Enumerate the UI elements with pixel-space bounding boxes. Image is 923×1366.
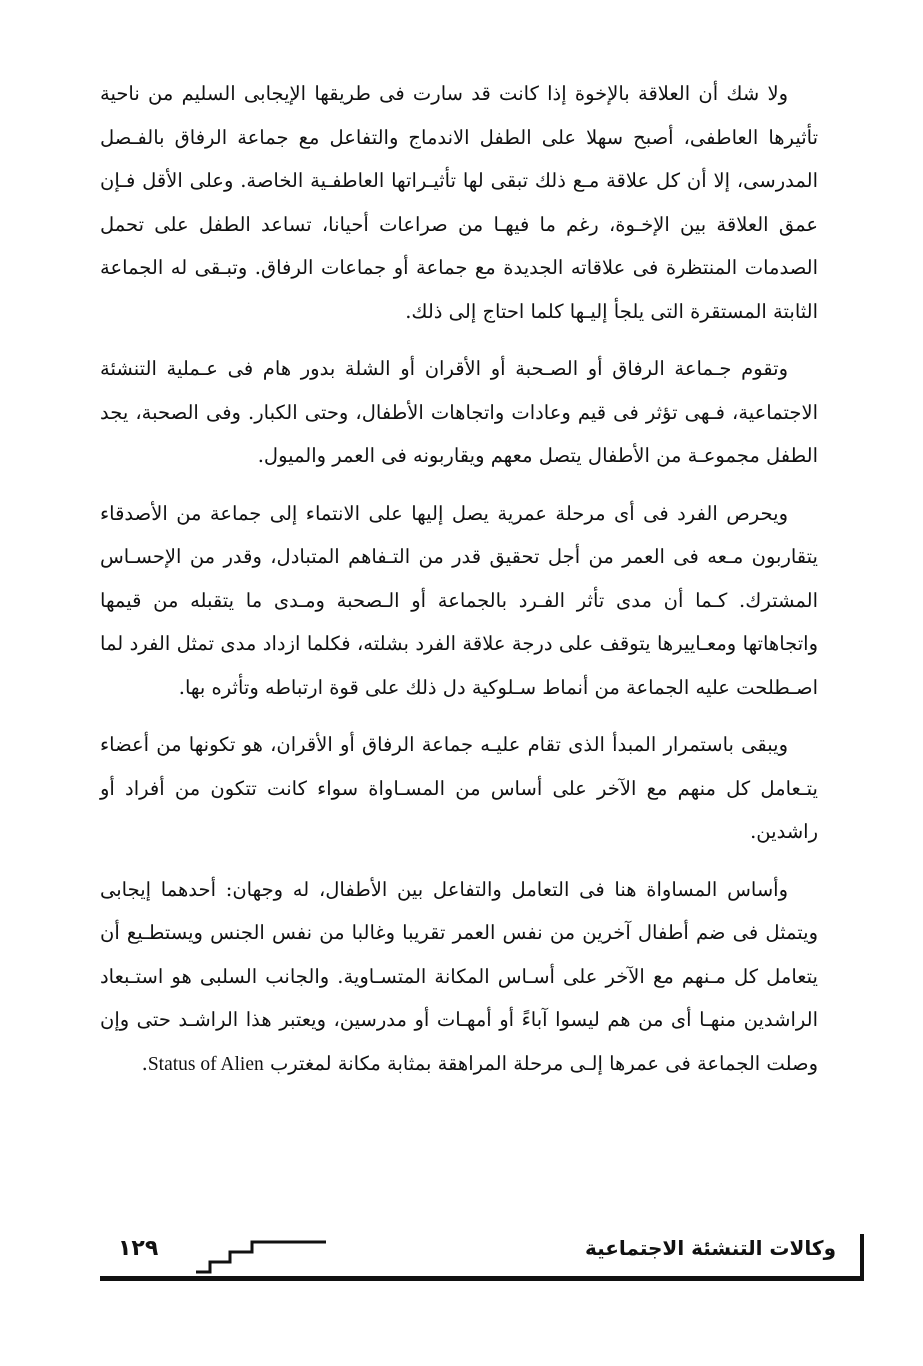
paragraph-3: ويحرص الفرد فى أى مرحلة عمرية يصل إليها على الانتماء إلى جماعة من الأصدقاء يتقاربون مـعه فى العمر من أجل تحقيق قدر من التـفاهم المتبادل، وقدر من الإحسـاس المشترك. كـما أن مدى تأثر الفـرد بالجماعة أو الـصحبة ومـدى ما يتقبله من قيمها واتجاهاتها ومعـاييرها يتوقف على درجة علاقة الفرد بشلته، فكلما ازداد مدى تمثل الفرد لما اصـطلحت عليه الجماعة من أنماط سـلوكية دل ذلك على قوة ارتباطه وتأثره بها. <box>100 501 818 699</box>
paragraph-4: ويبقى باستمرار المبدأ الذى تقام عليـه جماعة الرفاق أو الأقران، هو تكونها من أعضاء يتـعامل كل منهم مع الآخر على أساس من المسـاواة سواء كانت تتكون من أفراد أو راشدين. <box>100 733 818 843</box>
latin-term: Status of Alien <box>147 1053 264 1075</box>
body-text <box>100 72 818 1100</box>
running-footer-title: وكالات التنشئة الاجتماعية <box>584 1236 836 1260</box>
paragraph-5 <box>100 868 818 1087</box>
paragraph-1: ولا شك أن العلاقة بالإخوة إذا كانت قد سارت فى طريقها الإيجابى السليم من ناحية تأثيرها العاطفى، أصبح سهلا على الطفل الاندماج والتفاعل مع جماعة الرفاق بالفـصل المدرسى، إلا أن كل علاقة مـع ذلك تبقى لها تأثيـراتها العاطفـية الخاصة. وعلى الأقل فـإن عمق العلاقة بين الإخـوة، رغم ما فيهـا من صراعات أحيانا، تساعد الطفل على تحمل الصدمات المنتظرة فى علاقاته الجديدة مع جماعة أو جماعات الرفاق. وتبـقى له الجماعة الثابتة المستقرة التى يلجأ إليـها كلما احتاج إلى ذلك. <box>100 82 818 323</box>
footer-horizontal-rule <box>100 1276 864 1281</box>
page-footer <box>100 1228 864 1288</box>
page-number: ١٢٩ <box>118 1236 159 1261</box>
paragraph-2: وتقوم جـماعة الرفاق أو الصـحبة أو الأقران أو الشلة بدور هام فى عـملية التنشئة الاجتماعية، فـهى تؤثر فى قيم وعادات واتجاهات الأطفال، وحتى الكبار. وفى الصحبة، يجد الطفل مجموعـة من الأطفال يتصل معهم ويقاربونه فى العمر والميول. <box>100 357 818 467</box>
paragraph-5-text: وأساس المساواة هنا فى التعامل والتفاعل بين الأطفال، له وجهان: أحدهما إيجابى ويتمثل فى ضم أطفال آخرين من نفس العمر تقريبا وغالبا من نفس الجنس ويستطـيع أن يتعامل كل مـنهم مع الآخر على أسـاس المكانة المتسـاوية. والجانب السلبى هو استـبعاد الراشدين منهـا أى من هم ليسوا آباءً أو أمهـات أو مدرسين، ويعتبر هذا الراشـد حتى وإن وصلت الجماعة فى عمرها إلـى مرحلة المراهقة بمثابة مكانة لمغترب <box>100 877 818 1075</box>
latin-term-end: . <box>141 1051 148 1075</box>
footer-step-ornament <box>196 1238 326 1278</box>
footer-vertical-rule <box>860 1234 864 1281</box>
